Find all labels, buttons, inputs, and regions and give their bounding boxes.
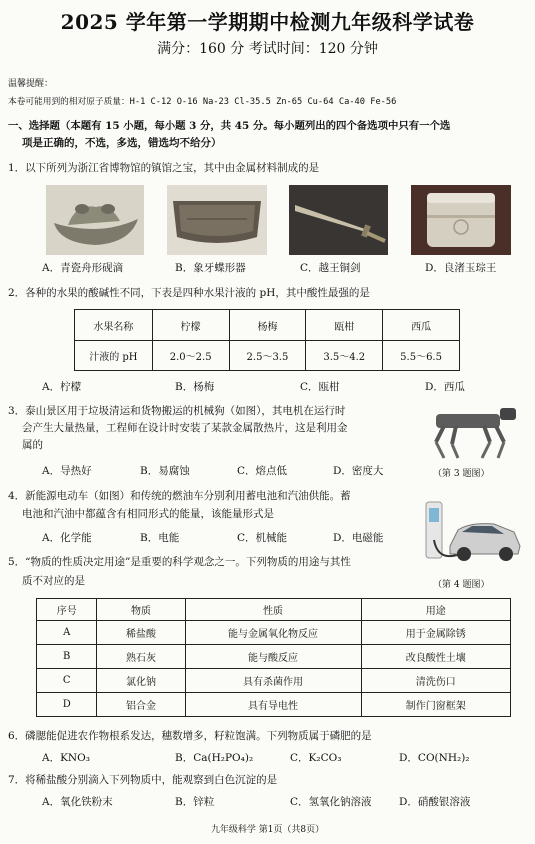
q2-header-watermelon: 西瓜 <box>383 310 460 341</box>
q5-row-a-id: A <box>37 621 97 645</box>
q4-stem-line1: 4．新能源电动车（如图）和传统的燃油车分别利用蓄电池和汽油供能。蓄 <box>8 490 351 502</box>
q5-row-b-id: B <box>37 645 97 669</box>
q7-option-c: C．氢氧化钠溶液 <box>290 796 372 808</box>
q5-row-b-property: 能与酸反应 <box>185 645 361 669</box>
section1-heading: 一、选择题（本题有 15 小题，每小题 3 分，共 45 分。每小题列出的四个备选项中只有一个选 <box>8 120 451 132</box>
q5-row-d-use: 制作门窗框架 <box>361 693 510 717</box>
q5-row-b-use: 改良酸性土壤 <box>361 645 510 669</box>
q3-caption: （第 3 题图） <box>433 469 490 479</box>
q4-option-d: D．电磁能 <box>333 532 384 544</box>
q4-option-b: B．电能 <box>140 532 180 544</box>
q5-row-d-substance: 铝合金 <box>97 693 185 717</box>
q2-ph-label: 汁液的 pH <box>75 341 153 371</box>
q2-header-lemon: 柠檬 <box>152 310 229 341</box>
q6-option-b: B．Ca(H₂PO₄)₂ <box>175 752 254 764</box>
q3-option-c: C．熔点低 <box>237 465 288 477</box>
q5-header-property: 性质 <box>185 599 361 621</box>
q1-option-a: A．青瓷舟形砚滴 <box>42 262 124 274</box>
q3-stem-line3: 属的 <box>22 439 43 451</box>
q5-row-a-substance: 稀盐酸 <box>97 621 185 645</box>
q2-ph-ougan: 3.5～4.2 <box>306 341 383 371</box>
q4-caption: （第 4 题图） <box>433 580 490 590</box>
q4-option-a: A．化学能 <box>42 532 92 544</box>
bronze-sword-image <box>289 185 388 255</box>
q2-option-d: D．西瓜 <box>425 381 465 393</box>
q2-option-c: C．瓯柑 <box>300 381 340 393</box>
q3-option-d: D．密度大 <box>333 465 384 477</box>
q1-option-c: C．越王铜剑 <box>300 262 361 274</box>
q4-stem-line2: 电池和汽油中都蕴含有相同形式的能量，该能量形式是 <box>22 508 274 520</box>
q2-ph-lemon: 2.0～2.5 <box>152 341 229 371</box>
q1-option-b: B．象牙蝶形器 <box>175 262 246 274</box>
notice-label: 温馨提醒： <box>8 79 54 89</box>
q5-stem-line1: 5．“物质的性质决定用途”是重要的科学观念之一。下列物质的用途与其性 <box>8 556 351 568</box>
ivory-butterfly-image <box>167 185 267 255</box>
exam-subtitle: 满分：160 分 考试时间：120 分钟 <box>157 41 378 57</box>
q1-option-d: D．良渚玉琮王 <box>425 262 497 274</box>
electric-car-image <box>420 496 526 570</box>
q6-option-d: D．CO(NH₂)₂ <box>399 752 470 764</box>
atomic-masses: 本卷可能用到的相对原子质量：H-1 C-12 O-16 Na-23 Cl-35.5 Zn-65 Cu-64 Ca-40 Fe-56 <box>8 97 397 107</box>
q2-option-a: A．柠檬 <box>42 381 82 393</box>
q7-option-d: D．硝酸银溶液 <box>399 796 471 808</box>
q5-header-use: 用途 <box>361 599 510 621</box>
q5-header-id: 序号 <box>37 599 97 621</box>
q1-stem: 1．以下所列为浙江省博物馆的镇馆之宝，其中由金属材料制成的是 <box>8 162 320 174</box>
q2-ph-bayberry: 2.5～3.5 <box>229 341 306 371</box>
q7-option-b: B．锌粒 <box>175 796 215 808</box>
q3-stem-line2: 会产生大量热量，工程师在设计时安装了某款金属散热片，这是利用金 <box>22 422 348 434</box>
q3-option-a: A．导热好 <box>42 465 92 477</box>
exam-title: 2025 学年第一学期期中检测九年级科学试卷 <box>60 10 475 34</box>
q5-header-substance: 物质 <box>97 599 185 621</box>
q2-stem: 2．各种的水果的酸碱性不同，下表是四种水果汁液的 pH，其中酸性最强的是 <box>8 287 370 299</box>
jade-cong-image <box>411 185 511 255</box>
q2-option-b: B．杨梅 <box>175 381 215 393</box>
q6-stem: 6．磷腮能促进农作物根系发达，穗数增多，籽粒饱满。下列物质属于磷肥的是 <box>8 730 372 742</box>
q2-header-ougan: 瓯柑 <box>306 310 383 341</box>
q4-option-c: C．机械能 <box>237 532 288 544</box>
q6-option-c: C．K₂CO₃ <box>290 752 342 764</box>
q5-row-d-property: 具有导电性 <box>185 693 361 717</box>
page-footer: 九年级科学 第1页（共8页） <box>210 825 325 835</box>
q5-row-c-property: 具有杀菌作用 <box>185 669 361 693</box>
boat-inkwell-image <box>46 185 144 255</box>
q3-option-b: B．易腐蚀 <box>140 465 190 477</box>
q5-row-d-id: D <box>37 693 97 717</box>
q7-option-a: A．氧化铁粉末 <box>42 796 113 808</box>
q5-row-a-property: 能与金属氧化物反应 <box>185 621 361 645</box>
q5-property-table <box>36 598 511 717</box>
q5-stem-line2: 质不对应的是 <box>22 575 85 587</box>
q2-header-name: 水果名称 <box>75 310 153 341</box>
q6-option-a: A．KNO₃ <box>42 752 90 764</box>
q5-row-a-use: 用于金属除锈 <box>361 621 510 645</box>
q2-ph-watermelon: 5.5～6.5 <box>383 341 460 371</box>
q5-row-c-substance: 氯化钠 <box>97 669 185 693</box>
q5-row-c-id: C <box>37 669 97 693</box>
q2-ph-table <box>74 309 460 371</box>
q5-row-b-substance: 熟石灰 <box>97 645 185 669</box>
q3-stem-line1: 3．泰山景区用于垃圾清运和货物搬运的机械狗（如图），其电机在运行时 <box>8 405 346 417</box>
q7-stem: 7．将稀盐酸分别滴入下列物质中，能观察到白色沉淀的是 <box>8 774 278 786</box>
robot-dog-image <box>418 398 522 464</box>
section1-heading-cont: 项是正确的，不选，多选，错选均不给分） <box>22 137 222 149</box>
q2-header-bayberry: 杨梅 <box>229 310 306 341</box>
q5-row-c-use: 清洗伤口 <box>361 669 510 693</box>
